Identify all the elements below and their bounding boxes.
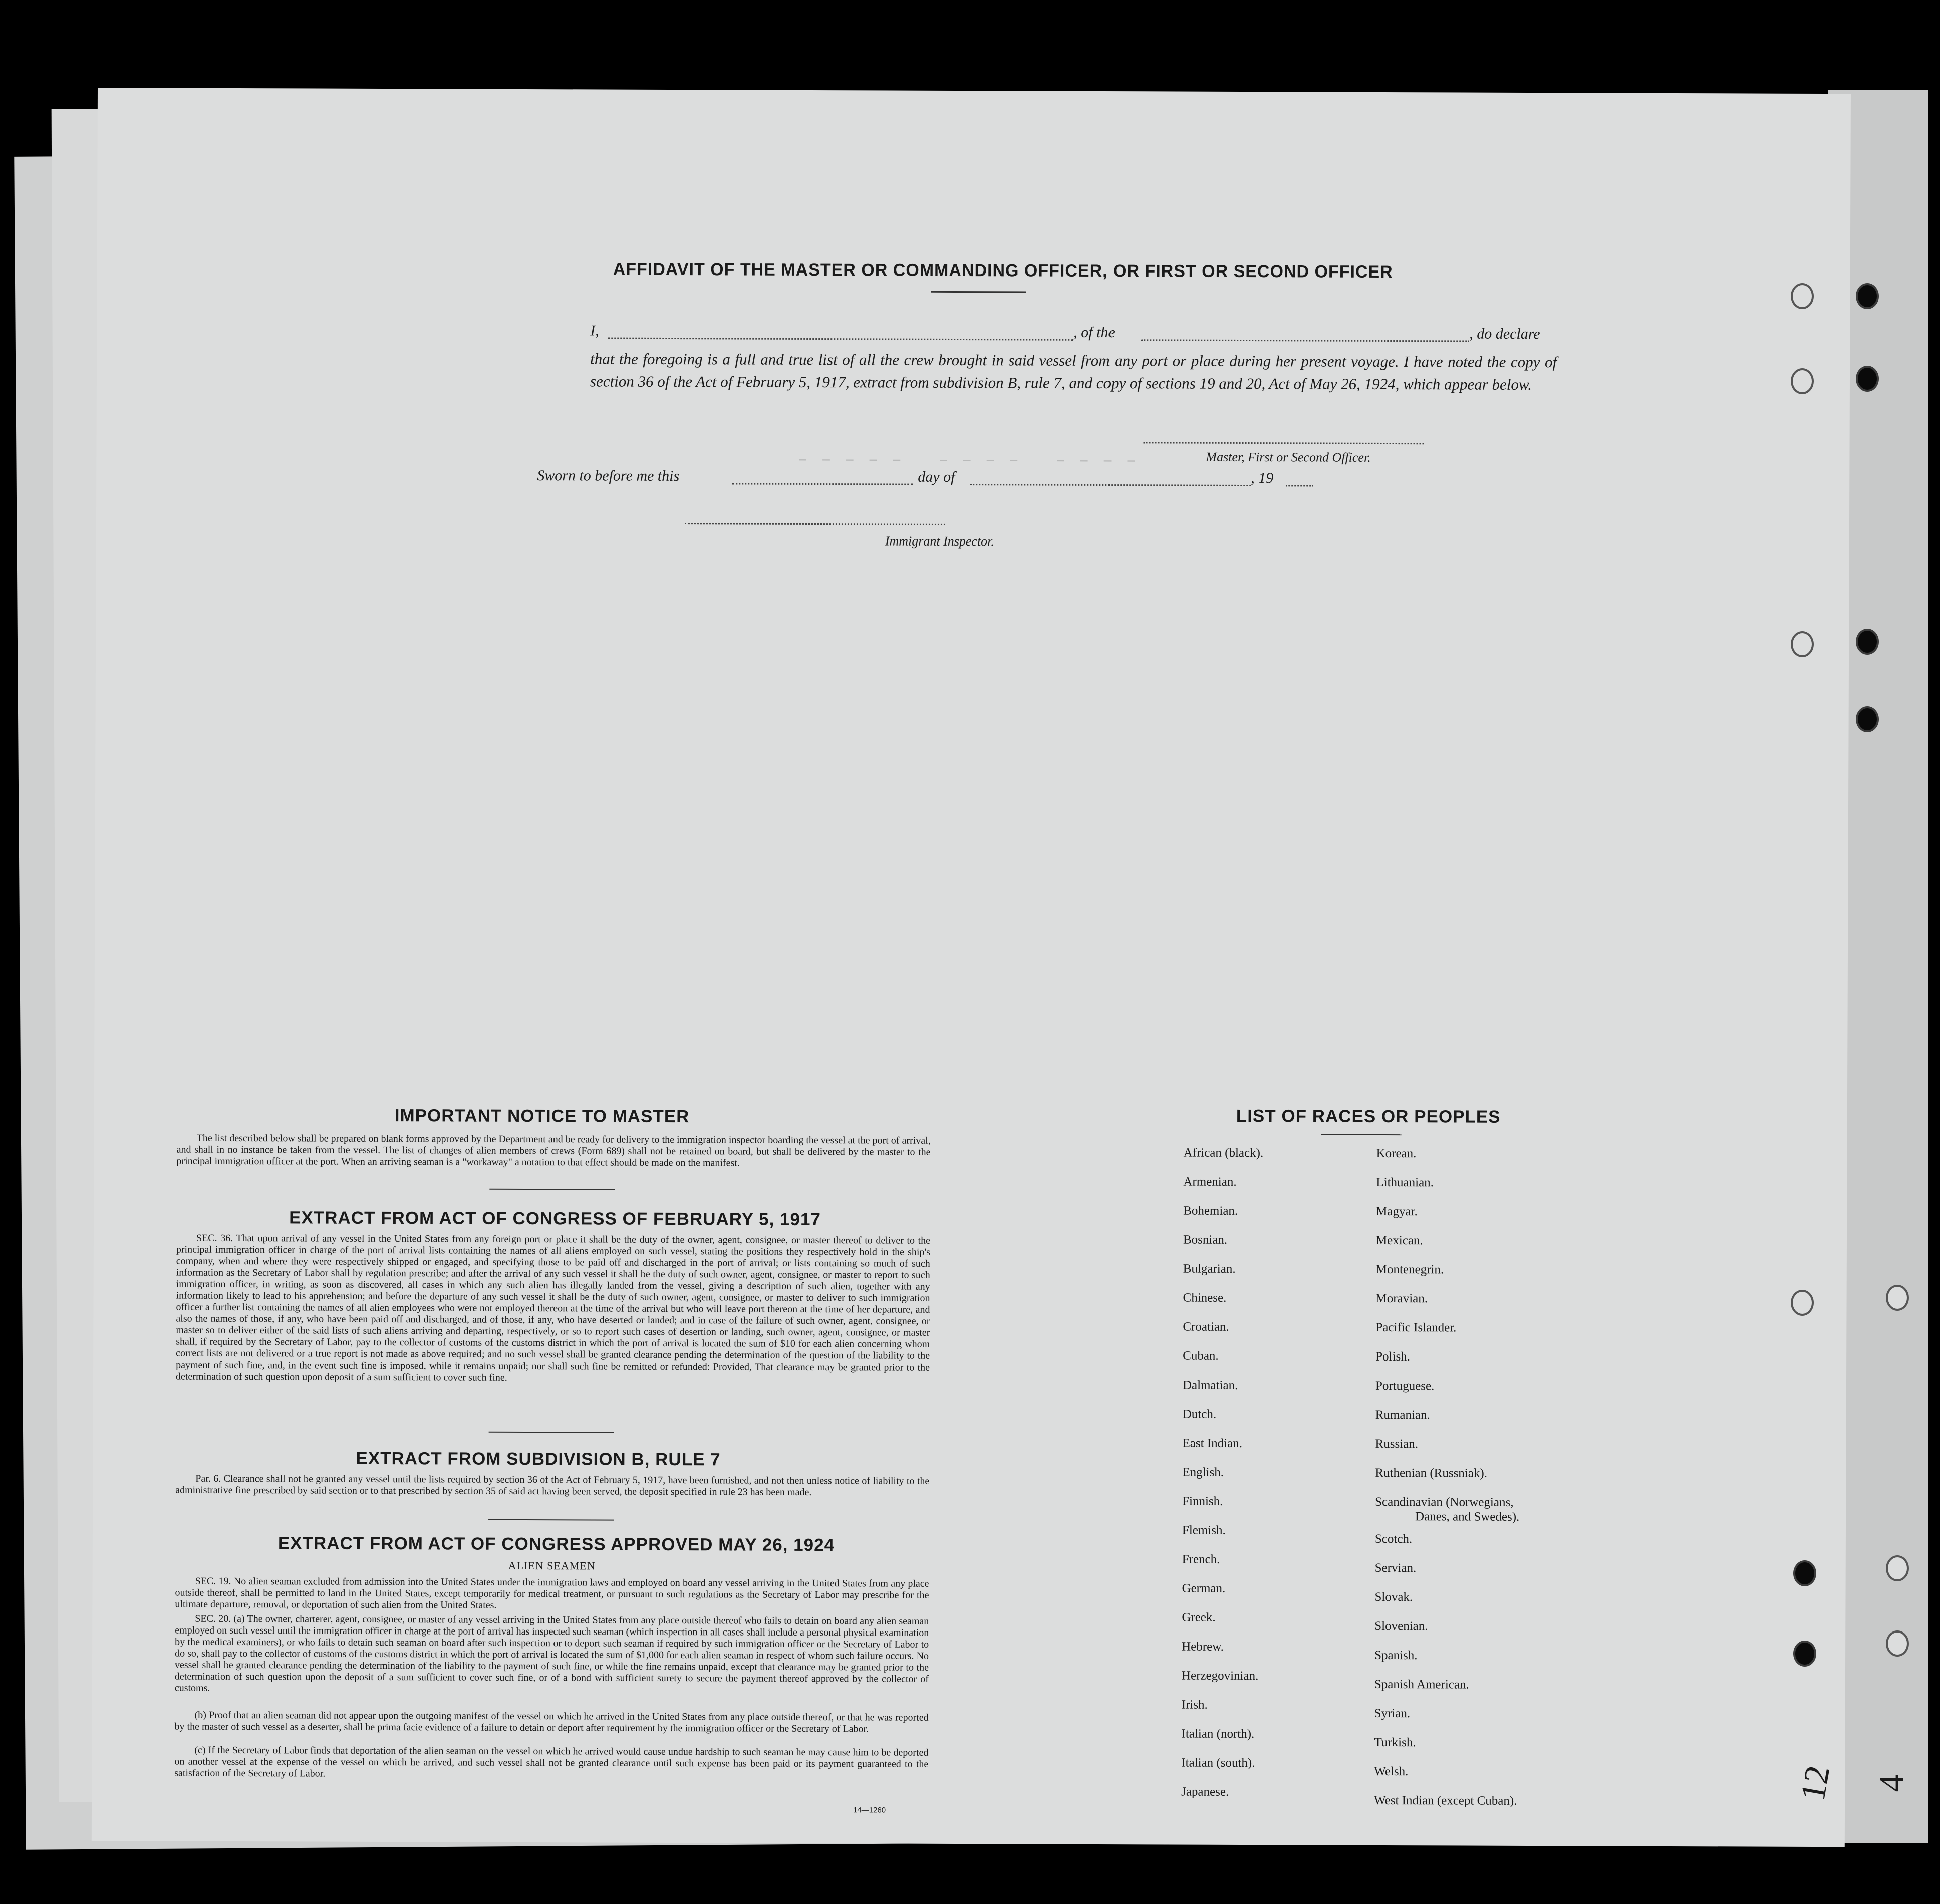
sworn-year-line: [1286, 485, 1313, 486]
bleed-through-ghost: ‒ ‒ ‒ ‒ ‒ ‒ ‒ ‒ ‒ ‒ ‒ ‒ ‒: [797, 450, 1138, 471]
race-item: Cuban.: [1183, 1349, 1219, 1363]
race-item: Rumanian.: [1375, 1408, 1430, 1422]
master-name-line: [608, 338, 1073, 341]
race-item: Bulgarian.: [1183, 1262, 1236, 1276]
race-item: Herzegovinian.: [1181, 1669, 1259, 1683]
race-item: Flemish.: [1182, 1523, 1226, 1537]
race-item: Scandinavian (Norwegians,: [1375, 1495, 1514, 1509]
extract-1917-title: EXTRACT FROM ACT OF CONGRESS OF FEBRUARY 5, 1917: [289, 1208, 821, 1230]
sworn-label: Sworn to before me this: [537, 467, 680, 485]
race-item: Slovenian.: [1374, 1619, 1428, 1634]
race-item-continued: Danes, and Swedes).: [1415, 1510, 1520, 1524]
race-item: Chinese.: [1183, 1291, 1227, 1305]
declaration-text: that the foregoing is a full and true list of all the crew brought in said vessel from any port or place during her present voyage. I have noted the copy of section 36 of the Act of February 5, 1917, extract from subdivision B, rule 7, and copy of sections 19 and 20, Act of May 26, 1924, which appear below.: [590, 350, 1557, 393]
race-item: Hebrew.: [1182, 1640, 1224, 1654]
race-item: Welsh.: [1374, 1764, 1409, 1779]
race-item: Ruthenian (Russniak).: [1375, 1466, 1488, 1480]
binder-hole-icon: [1886, 1555, 1909, 1581]
race-item: Finnish.: [1182, 1494, 1223, 1508]
inspector-signature-line: [685, 523, 945, 525]
race-item: Lithuanian.: [1376, 1175, 1434, 1190]
race-item: Korean.: [1376, 1146, 1417, 1161]
title-divider: [931, 291, 1026, 293]
race-item: Montenegrin.: [1375, 1262, 1444, 1277]
section-19-text: SEC. 19. No alien seaman excluded from admission into the United States under the immigration laws and employed on board any vessel arriving in the United States from any place outside thereof, shall be permitted to land in the United States, except temporarily for medical treatment, or pursuant to such regulations as the Secretary of Labor may prescribe for the ultimate departure, removal, or deportation of such alien from the United States.: [175, 1575, 929, 1611]
race-item: Armenian.: [1183, 1175, 1237, 1189]
rule-7-divider: [488, 1519, 614, 1521]
officer-signature-line: [1144, 442, 1424, 444]
race-item: Italian (south).: [1181, 1756, 1255, 1770]
binder-hole-icon: [1886, 1285, 1909, 1311]
extract-1917-divider: [489, 1432, 614, 1433]
race-item: French.: [1182, 1552, 1220, 1566]
race-item: Greek.: [1182, 1610, 1216, 1624]
race-item: East Indian.: [1182, 1436, 1243, 1450]
race-item: Portuguese.: [1375, 1379, 1435, 1393]
year-prefix: , 19: [1251, 470, 1274, 487]
race-item: Italian (north).: [1181, 1727, 1255, 1741]
alien-seamen-subtitle: ALIEN SEAMEN: [508, 1559, 596, 1572]
extract-1917-text: SEC. 36. That upon arrival of any vessel in the United States from any foreign port or place it shall be the duty of the owner, agent, consignee, or master thereof to deliver to the principal immigration officer in charge of the port of arrival lists containing the names of all aliens employed on such vessel, stating the positions they respectively hold in the ship's company, when and where they were respectively shipped or engaged, and specifying those to be paid off and discharged in the port of arrival; or lists containing so much of such information as the Secretary of Labor shall by regulation prescribe; and after the arrival of any such vessel it shall be the duty of such owner, agent, consignee, or master to report to such immigration officer, in writing, as soon as discovered, all cases in which any such alien has illegally landed from the vessel, giving a description of such alien, together with any information likely to lead to his apprehension; and before the departure of any such vessel it shall be the duty of such owner, agent, consignee, or master to deliver to such immigration officer a further list containing the names of all alien employees who were not employed thereon at the time of the arrival but who will leave port thereon at the time of her departure, and also the names of those, if any, who have been paid off and discharged, and of those, if any, who have deserted or landed; and in case of the failure of such owner, agent, consignee, or master so to deliver either of the said lists of such aliens arriving and departing, respectively, or so to report such cases of desertion or landing, such owner, agent, consignee, or master shall, if required by the Secretary of Labor, pay to the collector of customs of the customs district in which the port of arrival is located the sum of $10 for each alien concerning whom correct lists are not delivered or a true report is not made as above required; and no such vessel shall be granted clearance pending the determination of the question of the liability to the payment of such fine, and, in the event such fine is imposed, while it remains unpaid; nor shall such fine be remitted or refunded: Provided, That clearance may be granted prior to the determination of such question upon deposit of a sum sufficient to cover such fine.: [175, 1232, 931, 1383]
page-number-mark: 12: [1793, 1762, 1838, 1804]
of-the-label: , of the: [1073, 324, 1115, 341]
binder-hole-icon: [1791, 631, 1814, 657]
day-of-label: day of: [918, 468, 955, 485]
binder-hole-icon: [1856, 283, 1879, 309]
officer-caption: Master, First or Second Officer.: [1206, 449, 1371, 465]
notice-title: IMPORTANT NOTICE TO MASTER: [394, 1106, 690, 1127]
race-item: Moravian.: [1375, 1291, 1428, 1306]
race-item: Servian.: [1374, 1561, 1417, 1575]
document-sheet: [92, 88, 1851, 1847]
race-item: Dutch.: [1182, 1407, 1217, 1421]
section-20c-text: (c) If the Secretary of Labor finds that deportation of the alien seaman on the vessel on which he arrived would cause undue hardship to such seaman he may cause him to be deported on another vessel at the expense of the vessel on which he arrived, and such vessel shall not be granted clearance until such expense has been paid or its payment guaranteed to the satisfaction of the Secretary of Labor.: [174, 1744, 929, 1779]
section-20b-text: (b) Proof that an alien seaman did not appear upon the outgoing manifest of the vessel on which he arrived in the United States from any place outside thereof, or that he was reported by the master of such vessel as a deserter, shall be prima facie evidence of a failure to detain or deport after requirement by the immigration officer or the Secretary of Labor.: [174, 1709, 929, 1735]
binder-hole-icon: [1856, 706, 1879, 732]
binder-hole-icon: [1791, 1290, 1814, 1316]
affidavit-i-label: I,: [590, 322, 599, 339]
binder-hole-icon: [1856, 366, 1879, 392]
race-item: Slovak.: [1374, 1590, 1413, 1604]
race-item: English.: [1182, 1465, 1224, 1479]
notice-text: The list described below shall be prepared on blank forms approved by the Department and be ready for delivery to the immigration inspector boarding the vessel at the port of arrival, and shall in no instance be taken from the vessel. The list of changes of alien members of crews (Form 689) shall not be retained on board, but shall be delivered by the master to the principal immigration officer at the port. When an arriving seaman is a "workaway" a notation to that effect should be made on the manifest.: [176, 1132, 931, 1169]
race-item: Pacific Islander.: [1375, 1320, 1457, 1335]
race-item: African (black).: [1183, 1146, 1264, 1160]
race-item: West Indian (except Cuban).: [1374, 1793, 1517, 1808]
race-item: Irish.: [1181, 1698, 1208, 1712]
race-item: Japanese.: [1181, 1785, 1229, 1799]
binder-hole-icon: [1793, 1560, 1816, 1586]
race-item: Magyar.: [1376, 1204, 1418, 1219]
vessel-name-line: [1141, 339, 1469, 342]
race-item: Croatian.: [1183, 1320, 1229, 1334]
race-item: Spanish American.: [1374, 1677, 1469, 1692]
race-item: Polish.: [1375, 1349, 1411, 1364]
race-item: Turkish.: [1374, 1735, 1416, 1750]
affidavit-title: AFFIDAVIT OF THE MASTER OR COMMANDING OFFICER, OR FIRST OR SECOND OFFICER: [613, 259, 1393, 282]
race-item: Bosnian.: [1183, 1233, 1228, 1247]
binder-hole-icon: [1856, 629, 1879, 655]
race-item: Mexican.: [1375, 1233, 1423, 1248]
races-divider: [1321, 1134, 1402, 1136]
inspector-caption: Immigrant Inspector.: [885, 533, 994, 549]
section-20a-text: SEC. 20. (a) The owner, charterer, agent, consignee, or master of any vessel arriving in the United States from any place outside thereof who fails to detain on board any alien seaman employed on such vessel until the immigration officer in charge at the port of arrival has inspected such seaman (which inspection in all cases shall include a personal physical examination by the medical examiners), or who fails to detain such seaman on board after such inspection or to deport such seaman if required by such immigration officer or the Secretary of Labor to do so, shall pay to the collector of customs of the customs district in which the port of arrival is located the sum of $1,000 for each alien seaman in respect of whom such failure occurs. No vessel shall be granted clearance pending the determination of the liability to the payment of such fine, or while the fine remains unpaid, except that clearance may be granted prior to the determination of such question upon the deposit of a sum sufficient to cover such fine, or of a bond with sufficient surety to secure the payment thereof approved by the collector of customs.: [174, 1613, 929, 1694]
races-title: LIST OF RACES OR PEOPLES: [1236, 1106, 1501, 1127]
rule-7-text: Par. 6. Clearance shall not be granted any vessel until the lists required by section 36 of the Act of February 5, 1917, have been furnished, and not then unless notice of liability to the administrative fine prescribed by said section or to that prescribed by section 35 of said act having been served, the deposit specified in rule 23 has been made.: [175, 1473, 930, 1498]
sworn-month-line: [970, 484, 1251, 486]
do-declare-label: , do declare: [1469, 325, 1540, 343]
binder-hole-icon: [1791, 368, 1814, 394]
race-item: Russian.: [1375, 1437, 1419, 1451]
binder-hole-icon: [1886, 1630, 1909, 1657]
binder-hole-icon: [1791, 283, 1814, 309]
form-number: 14—1260: [853, 1806, 886, 1815]
extract-1924-title: EXTRACT FROM ACT OF CONGRESS APPROVED MAY 26, 1924: [278, 1533, 835, 1555]
race-item: Syrian.: [1374, 1706, 1411, 1721]
race-item: Dalmatian.: [1182, 1378, 1238, 1392]
sworn-day-line: [732, 483, 913, 485]
race-item: Scotch.: [1374, 1532, 1413, 1546]
race-item: Spanish.: [1374, 1648, 1418, 1663]
binder-hole-icon: [1793, 1641, 1816, 1667]
corner-number-mark: 4: [1872, 1774, 1911, 1792]
race-item: German.: [1182, 1581, 1226, 1595]
rule-7-title: EXTRACT FROM SUBDIVISION B, RULE 7: [356, 1448, 721, 1470]
race-item: Bohemian.: [1183, 1204, 1238, 1218]
notice-divider: [489, 1189, 615, 1190]
